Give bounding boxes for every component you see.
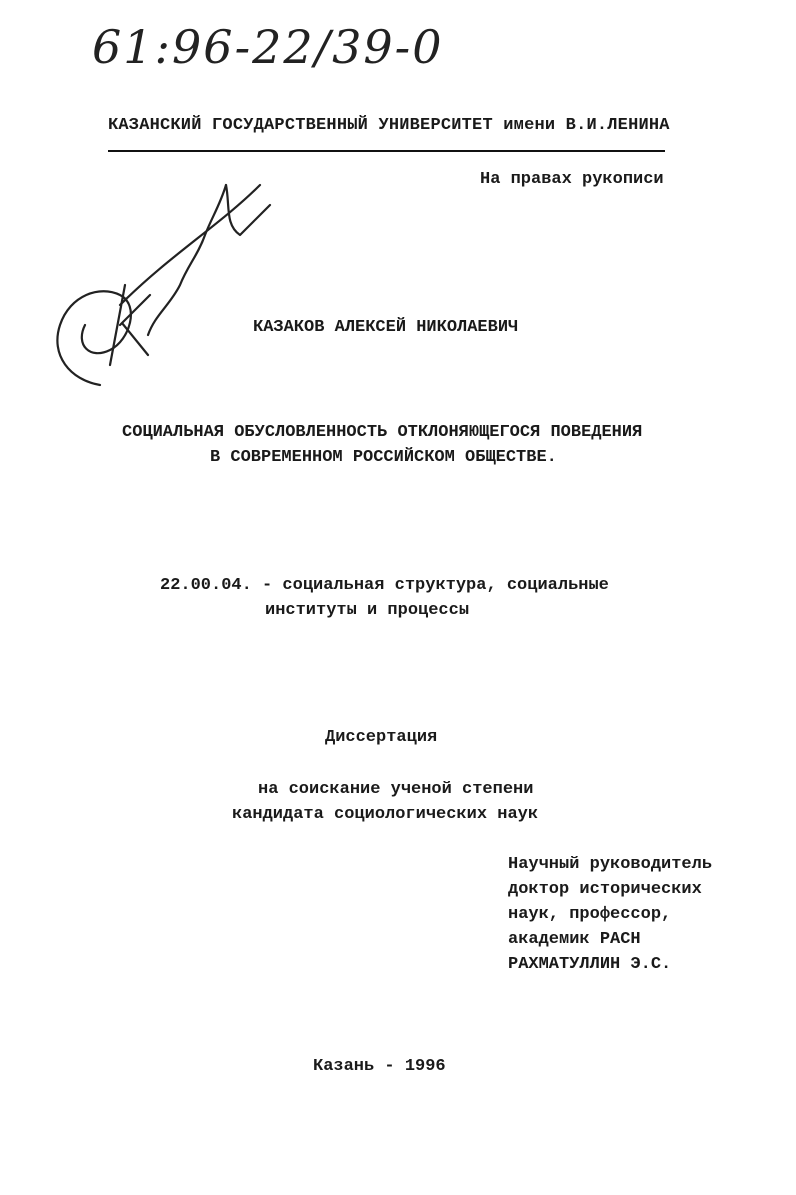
signature-stroke-word bbox=[148, 185, 226, 335]
degree-line-1: на соискание ученой степени bbox=[258, 780, 534, 799]
supervisor-line: наук, профессор, bbox=[508, 905, 672, 924]
specialty-line-2: институты и процессы bbox=[265, 601, 470, 620]
specialty-line-1: 22.00.04. - социальная структура, социальные bbox=[160, 576, 609, 595]
supervisor-line: доктор исторических bbox=[508, 880, 702, 899]
archive-code-handwritten: 61:96-22/39-0 bbox=[92, 20, 444, 74]
document-type: Диссертация bbox=[325, 728, 438, 747]
author-name: КАЗАКОВ АЛЕКСЕЙ НИКОЛАЕВИЧ bbox=[253, 318, 519, 337]
supervisor-name: РАХМАТУЛЛИН Э.С. bbox=[508, 955, 672, 974]
university-name: КАЗАНСКИЙ ГОСУДАРСТВЕННЫЙ УНИВЕРСИТЕТ имени В.И.ЛЕНИНА bbox=[108, 116, 670, 135]
supervisor-line: академик РАСН bbox=[508, 930, 641, 949]
manuscript-rights-note: На правах рукописи bbox=[480, 170, 664, 189]
dissertation-title-line-2: В СОВРЕМЕННОМ РОССИЙСКОМ ОБЩЕСТВЕ. bbox=[210, 448, 557, 467]
signature-stroke-underline bbox=[120, 185, 260, 305]
dissertation-title-line-1: СОЦИАЛЬНАЯ ОБУСЛОВЛЕННОСТЬ ОТКЛОНЯЮЩЕГОСЯ ПОВЕДЕНИЯ bbox=[122, 423, 643, 442]
supervisor-line: Научный руководитель bbox=[508, 855, 713, 874]
header-divider bbox=[108, 150, 665, 152]
author-signature bbox=[30, 165, 280, 400]
city-year: Казань - 1996 bbox=[313, 1057, 446, 1076]
degree-line-2: кандидата социологических наук bbox=[232, 805, 539, 824]
